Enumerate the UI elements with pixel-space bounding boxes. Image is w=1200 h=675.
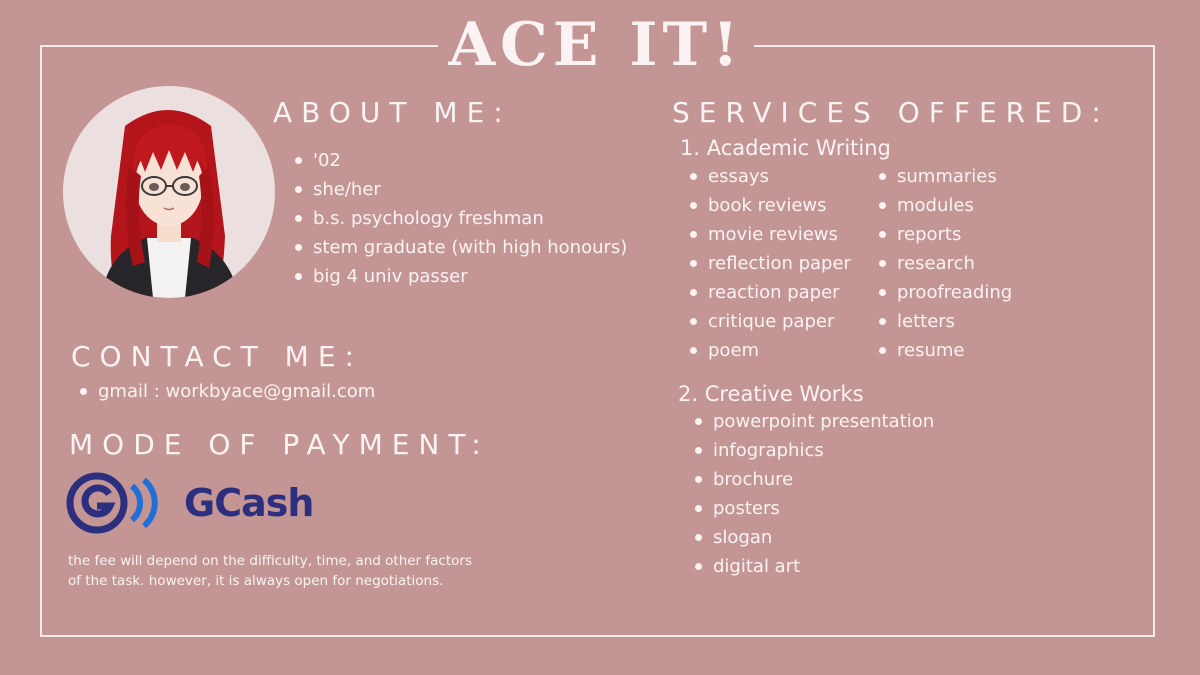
list-item: reflection paper bbox=[688, 249, 851, 278]
gcash-icon bbox=[66, 472, 178, 534]
creative-works-list bbox=[693, 407, 934, 581]
list-item: resume bbox=[877, 336, 1012, 365]
list-item: letters bbox=[877, 307, 1012, 336]
list-item: powerpoint presentation bbox=[693, 407, 934, 436]
list-item: book reviews bbox=[688, 191, 851, 220]
contact-list bbox=[78, 377, 375, 406]
services-heading: SERVICES OFFERED: bbox=[672, 96, 1110, 129]
page-title: ACE IT! bbox=[438, 8, 754, 82]
fee-note-line: of the task. however, it is always open for negotiations. bbox=[68, 573, 444, 589]
list-item: big 4 univ passer bbox=[293, 262, 627, 291]
list-item: '02 bbox=[293, 146, 627, 175]
academic-writing-list-left bbox=[688, 162, 851, 365]
fee-note bbox=[68, 551, 538, 591]
gcash-logo bbox=[66, 472, 326, 534]
list-item: proofreading bbox=[877, 278, 1012, 307]
list-item: posters bbox=[693, 494, 934, 523]
list-item: poem bbox=[688, 336, 851, 365]
list-item: essays bbox=[688, 162, 851, 191]
list-item: stem graduate (with high honours) bbox=[293, 233, 627, 262]
creative-works-label: 2. Creative Works bbox=[678, 382, 864, 406]
gcash-logo-text: GCash bbox=[184, 481, 314, 525]
list-item: she/her bbox=[293, 175, 627, 204]
list-item: brochure bbox=[693, 465, 934, 494]
list-item: infographics bbox=[693, 436, 934, 465]
list-item: reaction paper bbox=[688, 278, 851, 307]
academic-writing-label: 1. Academic Writing bbox=[680, 136, 891, 160]
list-item: slogan bbox=[693, 523, 934, 552]
fee-note-line: the fee will depend on the difficulty, time, and other factors bbox=[68, 553, 472, 569]
contact-me-heading: CONTACT ME: bbox=[71, 340, 363, 373]
payment-heading: MODE OF PAYMENT: bbox=[69, 428, 490, 461]
list-item: reports bbox=[877, 220, 1012, 249]
list-item: digital art bbox=[693, 552, 934, 581]
list-item: critique paper bbox=[688, 307, 851, 336]
avatar-illustration bbox=[63, 86, 275, 298]
academic-writing-list-right bbox=[877, 162, 1012, 365]
avatar bbox=[63, 86, 275, 298]
list-item: summaries bbox=[877, 162, 1012, 191]
list-item: movie reviews bbox=[688, 220, 851, 249]
about-me-list bbox=[293, 146, 627, 291]
about-me-heading: ABOUT ME: bbox=[273, 96, 512, 129]
contact-email[interactable]: gmail : workbyace@gmail.com bbox=[78, 377, 375, 406]
list-item: b.s. psychology freshman bbox=[293, 204, 627, 233]
list-item: research bbox=[877, 249, 1012, 278]
list-item: modules bbox=[877, 191, 1012, 220]
